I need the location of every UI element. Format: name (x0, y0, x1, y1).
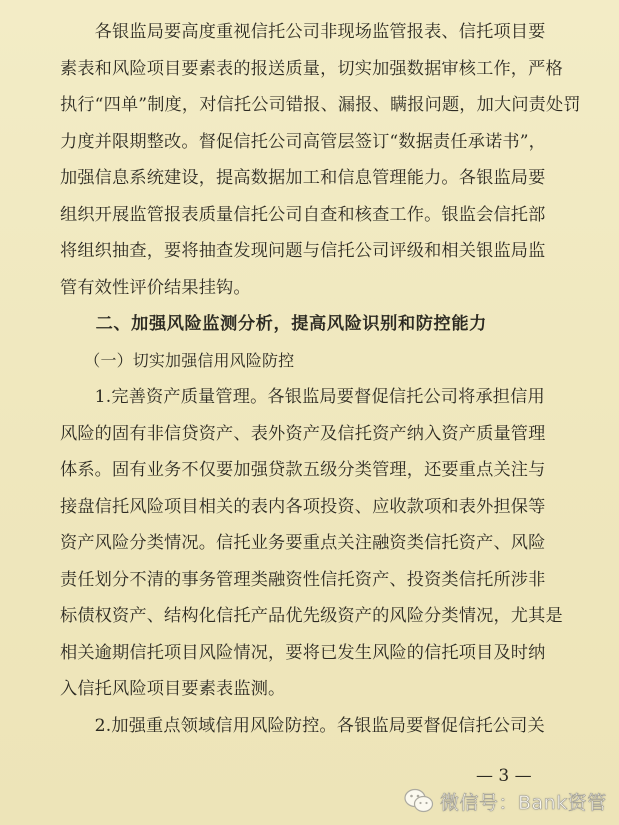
text-line: 体系。固有业务不仅要加强贷款五级分类管理，还要重点关注与 (60, 460, 546, 480)
subsection-heading: （一）切实加强信用风险防控 (60, 350, 295, 370)
text-line: 接盘信托风险项目相关的表内各项投资、应收款项和表外担保等 (60, 496, 546, 517)
text-line: 资产风险分类情况。信托业务要重点关注融资类信托资产、风险 (60, 533, 546, 553)
text-line: 加强信息系统建设，提高数据加工和信息管理能力。各银监局要 (60, 168, 546, 188)
text-line: 管有效性评价结果挂钩。 (60, 277, 251, 298)
text-line: 力度并限期整改。督促信托公司高管层签订“数据责任承诺书”， (60, 131, 546, 152)
text-line: 素表和风险项目要素表的报送质量，切实加强数据审核工作，严格 (60, 58, 563, 79)
text-line: 风险的固有非信贷资产、表外资产及信托资产纳入资产质量管理 (60, 423, 546, 444)
text-line: 组织开展监管报表质量信托公司自查和核查工作。银监会信托部 (60, 204, 546, 225)
watermark (404, 784, 607, 818)
page-number: — 3 — (476, 766, 532, 786)
text-line: 将组织抽查，要将抽查发现问题与信托公司评级和相关银监局监 (60, 241, 546, 261)
wechat-logo-icon (404, 788, 434, 814)
text-line: 各银监局要高度重视信托公司非现场监管报表、信托项目要 (60, 22, 546, 42)
watermark-text: 微信号：Bank资管 (440, 791, 607, 814)
text-line: 标债权资产、结构化信托产品优先级资产的风险分类情况，尤其是 (60, 606, 563, 626)
text-line: 执行“四单”制度，对信托公司错报、漏报、瞒报问题，加大问责处罚 (60, 95, 581, 115)
text-line: 2.加强重点领域信用风险防控。各银监局要督促信托公司关 (60, 715, 545, 736)
text-line: 责任划分不清的事务管理类融资性信托资产、投资类信托所涉非 (60, 569, 546, 590)
text-line: 入信托风险项目要素表监测。 (60, 679, 286, 699)
section-heading: 二、加强风险监测分析，提高风险识别和防控能力 (60, 314, 487, 334)
text-line: 1.完善资产质量管理。各银监局要督促信托公司将承担信用 (60, 387, 545, 407)
text-line: 相关逾期信托项目风险情况，要将已发生风险的信托项目及时纳 (60, 642, 546, 663)
document-body (60, 14, 580, 744)
